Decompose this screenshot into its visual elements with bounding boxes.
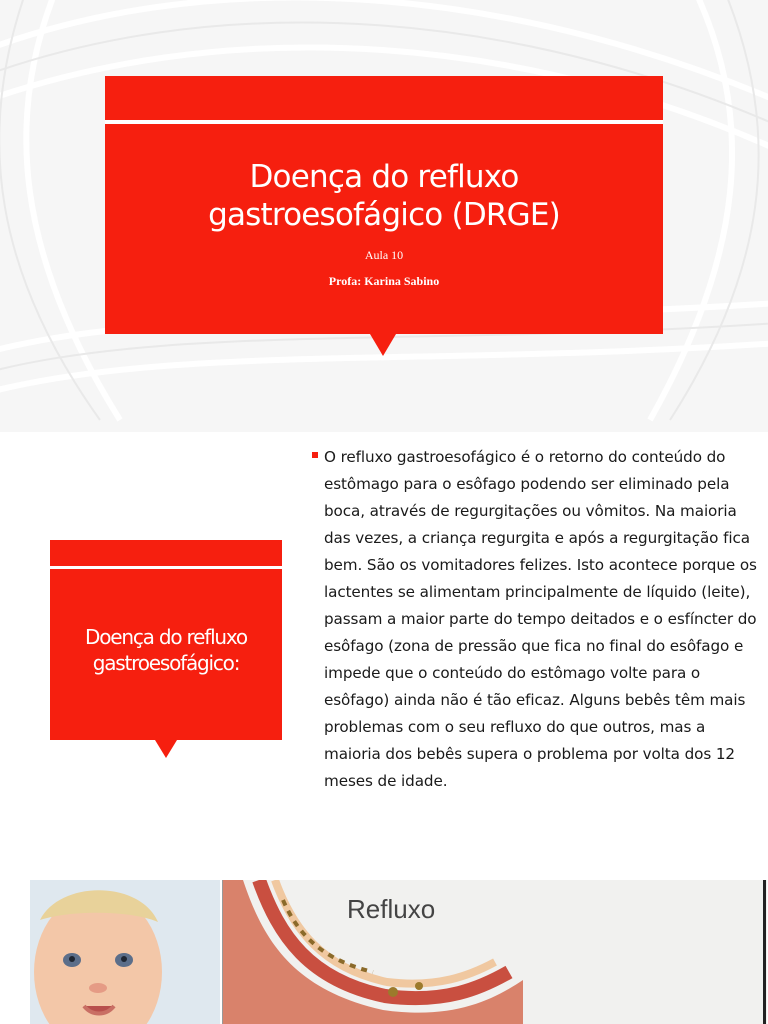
title-card <box>105 76 663 334</box>
bullet-list <box>312 444 764 795</box>
section-heading-card <box>50 540 282 740</box>
slide-title-line1: Doença do refluxo <box>249 159 519 195</box>
slide-subtitle: Aula 10 <box>364 248 404 262</box>
bullet-text: O refluxo gastroesofágico é o retorno do conteúdo do estômago para o esôfago podendo ser eliminado pela boca, através de regurgitações ou vômitos. Na maioria das vezes, a criança regurgita e após a regurgitação fica bem. São os vomitadores felizes. Isto acontece porque os lactentes se alimentam principalmente de líquido (leite), passam a maior parte do tempo deitados e o esfíncter do esôfago (zona de pressão que fica no final do esôfago e impede que o conteúdo do estômago volte para o esôfago) ainda não é tão eficaz. Alguns bebês têm mais problemas com o seu refluxo do que outros, mas a maioria dos bebês supera o problema por volta dos 12 meses de idade. <box>324 448 757 790</box>
reflux-label: Refluxo <box>347 894 436 924</box>
section-heading <box>50 624 282 676</box>
section-heading-line2: gastroesofágico: <box>92 651 240 675</box>
section-card-pointer <box>155 740 177 758</box>
section-heading-line1: Doença do refluxo <box>85 625 247 649</box>
baby-face-icon <box>30 880 220 1024</box>
slide-title <box>105 158 663 234</box>
esophagus-illustration-icon <box>223 880 767 1024</box>
bullet-square-icon <box>312 452 318 458</box>
title-card-pointer <box>370 334 396 356</box>
title-card-divider <box>105 120 663 124</box>
slide-title-line2: gastroesofágico (DRGE) <box>208 197 560 233</box>
image-frame-edge <box>763 880 766 1024</box>
section-card-divider <box>50 566 282 569</box>
reflux-illustration <box>222 880 767 1024</box>
baby-photo <box>30 880 220 1024</box>
slide-author: Profa: Karina Sabino <box>328 274 440 288</box>
